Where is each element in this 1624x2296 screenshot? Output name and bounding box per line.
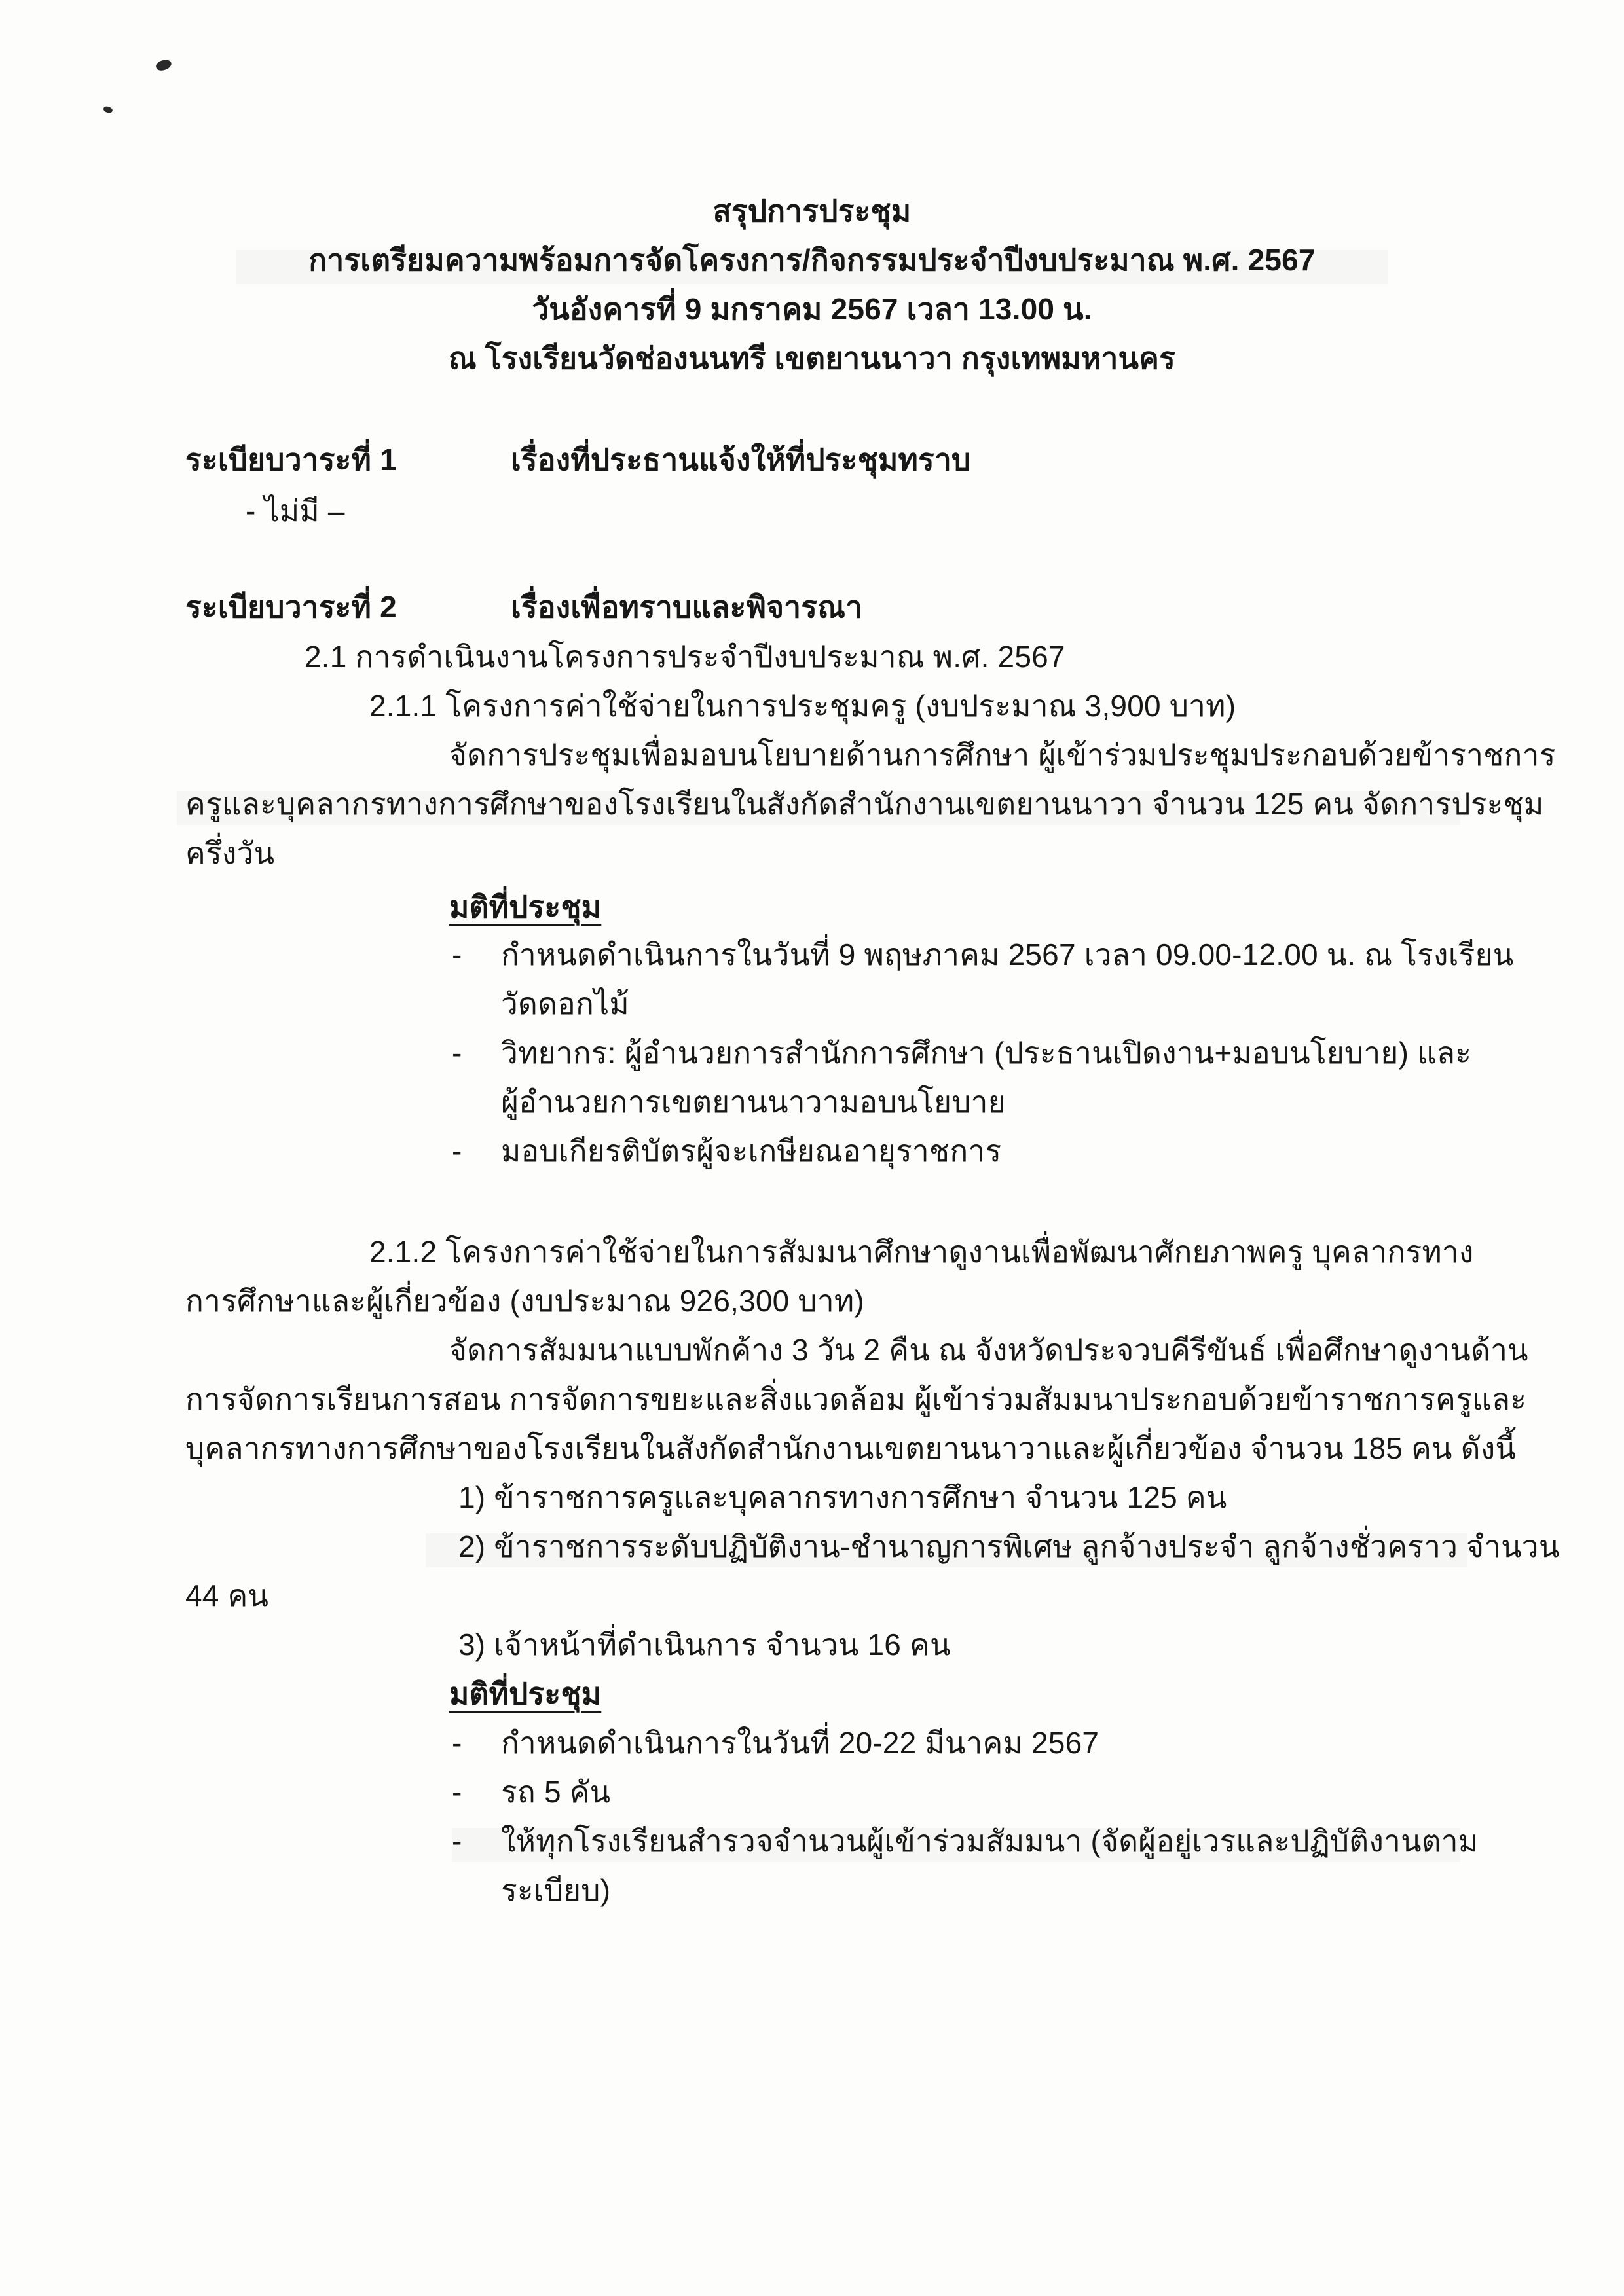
project-2-1-2-paragraph-line: บุคลากรทางการศึกษาของโรงเรียนในสังกัดสำนักงานเขตยานนาวาและผู้เกี่ยวข้อง จำนวน 185 คน ดังนี้ [185, 1431, 1517, 1465]
doc-venue: ณ โรงเรียนวัดช่องนนทรี เขตยานนาวา กรุงเทพมหานคร [448, 341, 1176, 375]
doc-subtitle: การเตรียมความพร้อมการจัดโครงการ/กิจกรรมประจำปีงบประมาณ พ.ศ. 2567 [308, 243, 1316, 277]
resolution-2-bullet [452, 1821, 1478, 1861]
project-2-1-1-paragraph-line: จัดการประชุมเพื่อมอบนโยบายด้านการศึกษา ผู้เข้าร่วมประชุมประกอบด้วยข้าราชการ [449, 738, 1556, 772]
resolution-1-bullet-continuation: ผู้อำนวยการเขตยานนาวามอบนโยบาย [501, 1085, 1006, 1119]
project-2-1-2-heading-line: 2.1.2 โครงการค่าใช้จ่ายในการสัมมนาศึกษาดูงานเพื่อพัฒนาศักยภาพครู บุคลากรทาง [369, 1235, 1474, 1269]
attendee-item-continuation: 44 คน [185, 1578, 269, 1613]
bullet-dash-icon: - [452, 1824, 462, 1858]
resolution-1-bullet-continuation: วัดดอกไม้ [501, 987, 629, 1021]
resolution-2-bullet-text: ให้ทุกโรงเรียนสำรวจจำนวนผู้เข้าร่วมสัมมนา (จัดผู้อยู่เวรและปฏิบัติงานตาม [501, 1824, 1479, 1858]
resolution-1-bullet [452, 1131, 1001, 1171]
bullet-dash-icon: - [452, 938, 462, 972]
project-2-1-2-paragraph-line: การจัดการเรียนการสอน การจัดการขยะและสิ่งแวดล้อม ผู้เข้าร่วมสัมมนาประกอบด้วยข้าราชการครูและ [185, 1382, 1527, 1416]
bullet-dash-icon: - [452, 1726, 462, 1760]
project-2-1-2-heading-line: การศึกษาและผู้เกี่ยวข้อง (งบประมาณ 926,300 บาท) [185, 1284, 864, 1318]
resolution-2-bullet [452, 1723, 1099, 1762]
scan-speck [155, 58, 173, 72]
section-2-1-heading: 2.1 การดำเนินงานโครงการประจำปีงบประมาณ พ.ศ. 2567 [304, 640, 1065, 674]
agenda-1-none-note: - ไม่มี – [246, 494, 345, 528]
resolution-1-bullet-text: กำหนดดำเนินการในวันที่ 9 พฤษภาคม 2567 เวลา 09.00-12.00 น. ณ โรงเรียน [501, 938, 1514, 972]
resolution-2-bullet [452, 1772, 610, 1812]
resolution-2-bullet-text: กำหนดดำเนินการในวันที่ 20-22 มีนาคม 2567 [501, 1726, 1099, 1760]
resolution-2-bullet-continuation: ระเบียบ) [501, 1873, 611, 1907]
resolution-heading-2: มติที่ประชุม [449, 1677, 602, 1711]
doc-title: สรุปการประชุม [712, 194, 912, 228]
resolution-1-bullet [452, 1033, 1471, 1072]
agenda-1-title: เรื่องที่ประธานแจ้งให้ที่ประชุมทราบ [511, 443, 971, 477]
bullet-dash-icon: - [452, 1134, 462, 1168]
resolution-1-bullet-text: วิทยากร: ผู้อำนวยการสำนักการศึกษา (ประธานเปิดงาน+มอบนโยบาย) และ [501, 1036, 1472, 1070]
resolution-2-bullet-text: รถ 5 คัน [501, 1775, 611, 1809]
project-2-1-1-paragraph-line: ครึ่งวัน [185, 836, 275, 870]
resolution-heading-1: มติที่ประชุม [449, 890, 602, 924]
doc-date-time: วันอังคารที่ 9 มกราคม 2567 เวลา 13.00 น. [532, 292, 1092, 326]
project-2-1-1-paragraph-line: ครูและบุคลากรทางการศึกษาของโรงเรียนในสังกัดสำนักงานเขตยานนาวา จำนวน 125 คน จัดการประชุม [185, 787, 1544, 821]
project-2-1-1-heading: 2.1.1 โครงการค่าใช้จ่ายในการประชุมครู (งบประมาณ 3,900 บาท) [369, 689, 1236, 723]
resolution-1-bullet [452, 935, 1513, 974]
scan-speck [103, 105, 113, 113]
attendee-item: 3) เจ้าหน้าที่ดำเนินการ จำนวน 16 คน [458, 1628, 951, 1662]
project-2-1-2-paragraph-line: จัดการสัมมนาแบบพักค้าง 3 วัน 2 คืน ณ จังหวัดประจวบคีรีขันธ์ เพื่อศึกษาดูงานด้าน [449, 1333, 1528, 1367]
agenda-2-label: ระเบียบวาระที่ 2 [185, 590, 397, 624]
bullet-dash-icon: - [452, 1036, 462, 1070]
resolution-1-bullet-text: มอบเกียรติบัตรผู้จะเกษียณอายุราชการ [501, 1134, 1002, 1168]
agenda-2-title: เรื่องเพื่อทราบและพิจารณา [511, 590, 863, 624]
attendee-item: 1) ข้าราชการครูและบุคลากรทางการศึกษา จำนวน 125 คน [458, 1480, 1227, 1514]
attendee-item: 2) ข้าราชการระดับปฏิบัติงาน-ชำนาญการพิเศษ ลูกจ้างประจำ ลูกจ้างชั่วคราว จำนวน [458, 1529, 1560, 1563]
agenda-1-label: ระเบียบวาระที่ 1 [185, 443, 397, 477]
bullet-dash-icon: - [452, 1775, 462, 1809]
